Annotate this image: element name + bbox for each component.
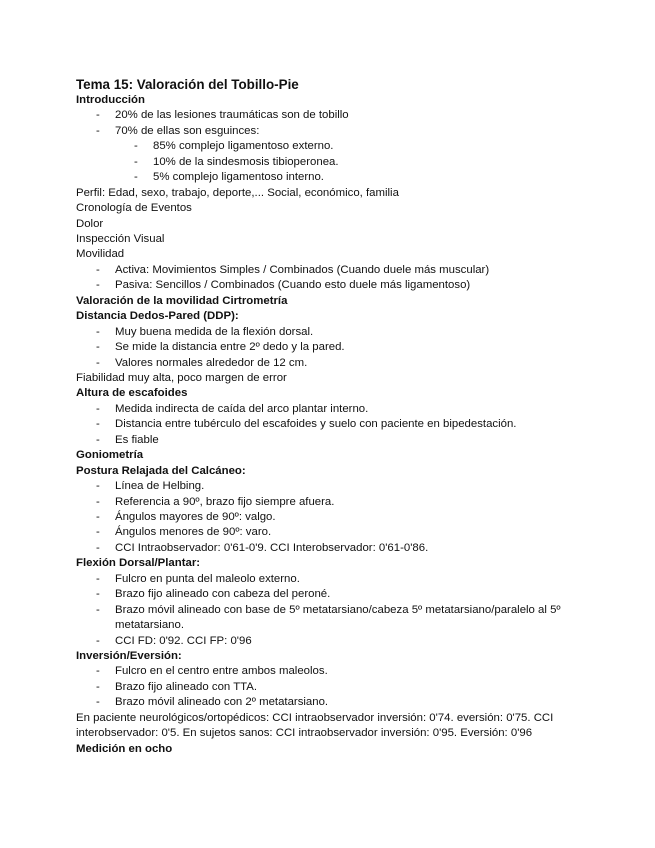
- list-item: - 70% de ellas son esguinces:: [96, 124, 260, 137]
- list-item: - Referencia a 90º, brazo fijo siempre afuera.: [96, 495, 335, 508]
- list-item: - Activa: Movimientos Simples / Combinados (Cuando duele más muscular): [96, 263, 490, 276]
- list-item: - 20% de las lesiones traumáticas son de tobillo: [96, 109, 349, 122]
- paragraph-line: interobservador: 0'5. En sujetos sanos: CCI intraobservador inversión: 0'95. Eversión: 0'96: [76, 727, 533, 740]
- list-item: - Brazo móvil alineado con base de 5º metatarsiano/cabeza 5º metatarsiano/paralelo al 5º metatarsiano.: [96, 603, 561, 632]
- text-line: Cronología de Eventos: [76, 202, 192, 215]
- section-heading-cirtometria: Valoración de la movilidad Cirtrometría: [76, 294, 288, 307]
- page-title: Tema 15: Valoración del Tobillo-Pie: [76, 77, 299, 92]
- list-item: - Línea de Helbing.: [96, 480, 205, 493]
- section-heading-flexion: Flexión Dorsal/Plantar:: [76, 557, 201, 570]
- document-page: [76, 77, 636, 757]
- text-line: Perfil: Edad, sexo, trabajo, deporte,... Social, económico, familia: [76, 186, 399, 199]
- list-item: - Valores normales alrededor de 12 cm.: [96, 356, 308, 369]
- list-item: - Brazo móvil alineado con 2º metatarsiano.: [96, 696, 329, 709]
- sub-list-item: - 10% de la sindesmosis tibioperonea.: [134, 155, 339, 168]
- text-line: Inspección Visual: [76, 233, 165, 245]
- list-item: - Es fiable: [96, 433, 159, 446]
- section-heading-inversion: Inversión/Eversión:: [76, 649, 182, 662]
- text-line: Dolor: [76, 217, 104, 230]
- section-heading-escafoides: Altura de escafoides: [76, 387, 188, 400]
- list-item: - Brazo fijo alineado con TTA.: [96, 680, 258, 693]
- section-heading-goniometria: Goniometría: [76, 449, 144, 462]
- list-item: - Se mide la distancia entre 2º dedo y la pared.: [96, 341, 345, 354]
- list-item: - Muy buena medida de la flexión dorsal.: [96, 325, 314, 338]
- section-heading-calcaneo: Postura Relajada del Calcáneo:: [76, 464, 246, 477]
- section-heading-ddp: Distancia Dedos-Pared (DDP):: [76, 310, 239, 323]
- sub-list-item: - 5% complejo ligamentoso interno.: [134, 171, 324, 184]
- list-item: - Ángulos mayores de 90º: valgo.: [96, 511, 276, 523]
- list-item: - Fulcro en punta del maleolo externo.: [96, 572, 300, 585]
- list-item: - Distancia entre tubérculo del escafoides y suelo con paciente en bipedestación.: [96, 418, 517, 431]
- list-item: - Fulcro en el centro entre ambos maleolos.: [96, 665, 328, 678]
- list-item: - Ángulos menores de 90º: varo.: [96, 526, 272, 539]
- text-line: Movilidad: [76, 248, 125, 261]
- sub-list-item: - 85% complejo ligamentoso externo.: [134, 140, 334, 153]
- list-item: - Brazo fijo alineado con cabeza del peroné.: [96, 588, 331, 601]
- section-heading-introduccion: Introducción: [76, 94, 145, 106]
- text-line: Fiabilidad muy alta, poco margen de error: [76, 372, 287, 384]
- section-heading-medicion: Medición en ocho: [76, 742, 173, 755]
- list-item: - Pasiva: Sencillos / Combinados (Cuando esto duele más ligamentoso): [96, 279, 471, 292]
- list-item: - CCI FD: 0'92. CCI FP: 0'96: [96, 634, 252, 647]
- paragraph-line: En paciente neurológicos/ortopédicos: CCI intraobservador inversión: 0'74. eversión: 0'75. CCI: [76, 711, 554, 724]
- list-item: - Medida indirecta de caída del arco plantar interno.: [96, 402, 369, 415]
- list-item: - CCI Intraobservador: 0'61-0'9. CCI Interobservador: 0'61-0'86.: [96, 541, 429, 554]
